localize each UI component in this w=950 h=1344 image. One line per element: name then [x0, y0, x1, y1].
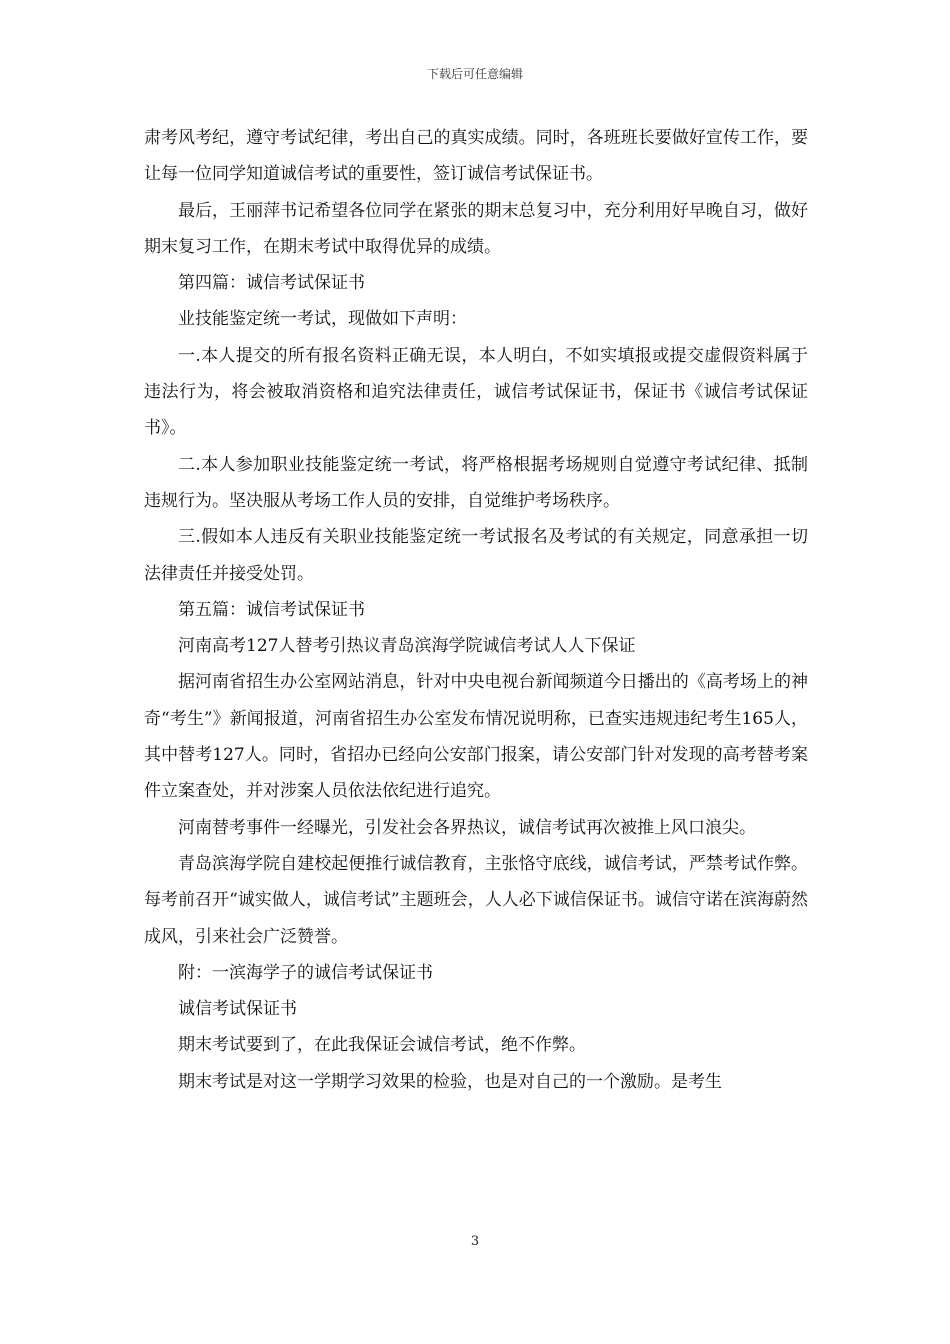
paragraph: 附：一滨海学子的诚信考试保证书: [178, 962, 433, 983]
page-header: 下载后可任意编辑: [426, 67, 523, 81]
section-heading: 第四篇：诚信考试保证书: [178, 273, 365, 294]
document-body: [144, 120, 808, 1100]
section-heading: 第五篇：诚信考试保证书: [178, 599, 365, 620]
paragraph: 诚信考试保证书: [178, 999, 297, 1020]
paragraph: 一.本人提交的所有报名资料正确无误，本人明白，不如实填报或提交虚假资料属于违法行为，将会被取消资格和追究法律责任，诚信考试保证书，保证书《诚信考试保证书》。: [144, 345, 808, 439]
paragraph: 三.假如本人违反有关职业技能鉴定统一考试报名及考试的有关规定，同意承担一切法律责任并接受处罚。: [144, 527, 808, 584]
paragraph: 据河南省招生办公室网站消息，针对中央电视台新闻频道今日播出的《高考场上的神奇“考生”》新闻报道，河南省招生办公室发布情况说明称，已查实违规违纪考生165人，其中替考127人。同时，省招办已经向公安部门报案，请公安部门针对发现的高考替考案件立案查处，并对涉案人员依法依纪进行追究。: [144, 672, 808, 802]
paragraph: 期末考试是对这一学期学习效果的检验，也是对自己的一个激励。是考生: [178, 1071, 722, 1092]
paragraph: 河南替考事件一经曝光，引发社会各界热议，诚信考试再次被推上风口浪尖。: [178, 817, 756, 838]
paragraph: 河南高考127人替考引热议青岛滨海学院诚信考试人人下保证: [178, 636, 636, 657]
page-number: 3: [470, 1234, 480, 1249]
paragraph: 肃考风考纪，遵守考试纪律，考出自己的真实成绩。同时，各班班长要做好宣传工作，要让每一位同学知道诚信考试的重要性，签订诚信考试保证书。: [144, 128, 808, 185]
paragraph: 期末考试要到了，在此我保证会诚信考试，绝不作弊。: [178, 1035, 586, 1056]
paragraph: 最后，王丽萍书记希望各位同学在紧张的期末总复习中，充分利用好早晚自习，做好期末复习工作，在期末考试中取得优异的成绩。: [144, 200, 808, 257]
paragraph: 业技能鉴定统一考试，现做如下声明：: [178, 309, 467, 330]
paragraph: 二.本人参加职业技能鉴定统一考试，将严格根据考场规则自觉遵守考试纪律、抵制违规行为。坚决服从考场工作人员的安排，自觉维护考场秩序。: [144, 454, 808, 511]
paragraph: 青岛滨海学院自建校起便推行诚信教育，主张恪守底线，诚信考试，严禁考试作弊。每考前召开“诚实做人，诚信考试”主题班会，人人必下诚信保证书。诚信守诺在滨海蔚然成风，引来社会广泛赞誉。: [144, 853, 808, 947]
